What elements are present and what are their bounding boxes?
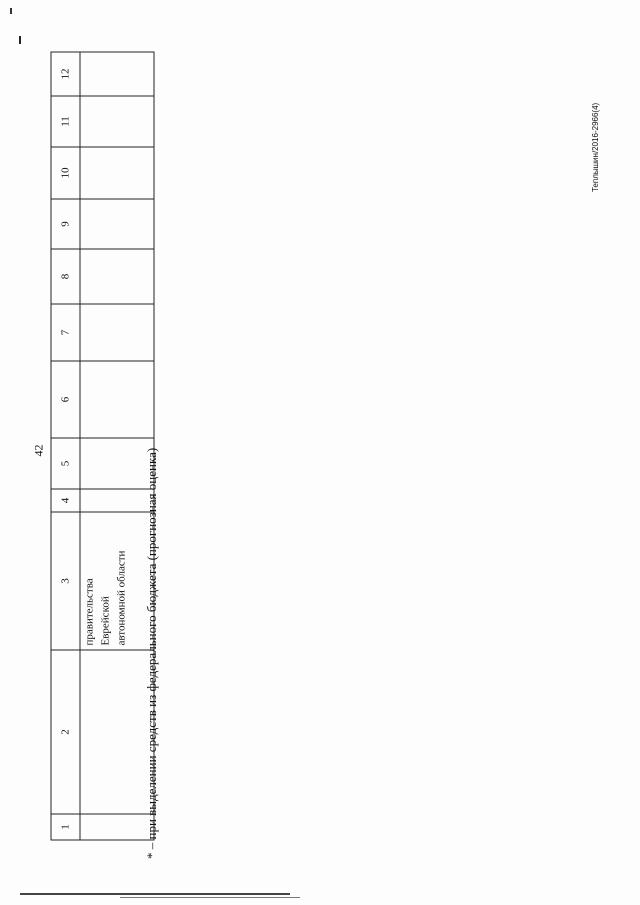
column-header: 7: [51, 304, 80, 361]
cell-text-line: автономной области: [115, 550, 128, 646]
column-header: 6: [51, 361, 80, 438]
table-cell: [80, 147, 154, 199]
column-header: 4: [51, 489, 80, 512]
budget-table: [51, 52, 155, 841]
table-cell: [80, 361, 154, 438]
table-cell: [80, 650, 154, 814]
column-header: 5: [51, 438, 80, 489]
table-cell: [80, 304, 154, 361]
column-header: 2: [51, 650, 80, 814]
table-cell: [80, 512, 154, 650]
scan-mark: [10, 8, 12, 14]
scan-mark: [19, 36, 21, 44]
footnote: * – при выделении средств из федерального бюджета (прогнозная оценка): [144, 447, 159, 859]
table-row: [80, 52, 154, 840]
table-cell: [80, 489, 154, 512]
scan-artifact-line: [20, 893, 290, 895]
table-cell: [80, 96, 154, 147]
table-cell: [80, 438, 154, 489]
column-header: 3: [51, 512, 80, 650]
column-header: 10: [51, 147, 80, 199]
cell-text-line: Еврейской: [99, 596, 112, 646]
table-cell: [80, 249, 154, 304]
table-cell: [80, 814, 154, 840]
column-header: 11: [51, 96, 80, 147]
page-number: 42: [31, 444, 46, 457]
table-container: [51, 53, 152, 841]
column-header: 12: [51, 52, 80, 96]
scan-artifact-line: [120, 897, 300, 898]
cell-text-line: правительства: [83, 578, 96, 646]
table-cell: [80, 199, 154, 249]
table-header-row: [51, 52, 80, 840]
column-header: 9: [51, 199, 80, 249]
document-id: Теплышин/2016-2966(4): [591, 102, 600, 192]
column-header: 8: [51, 249, 80, 304]
table-cell: [80, 52, 154, 96]
column-header: 1: [51, 814, 80, 840]
